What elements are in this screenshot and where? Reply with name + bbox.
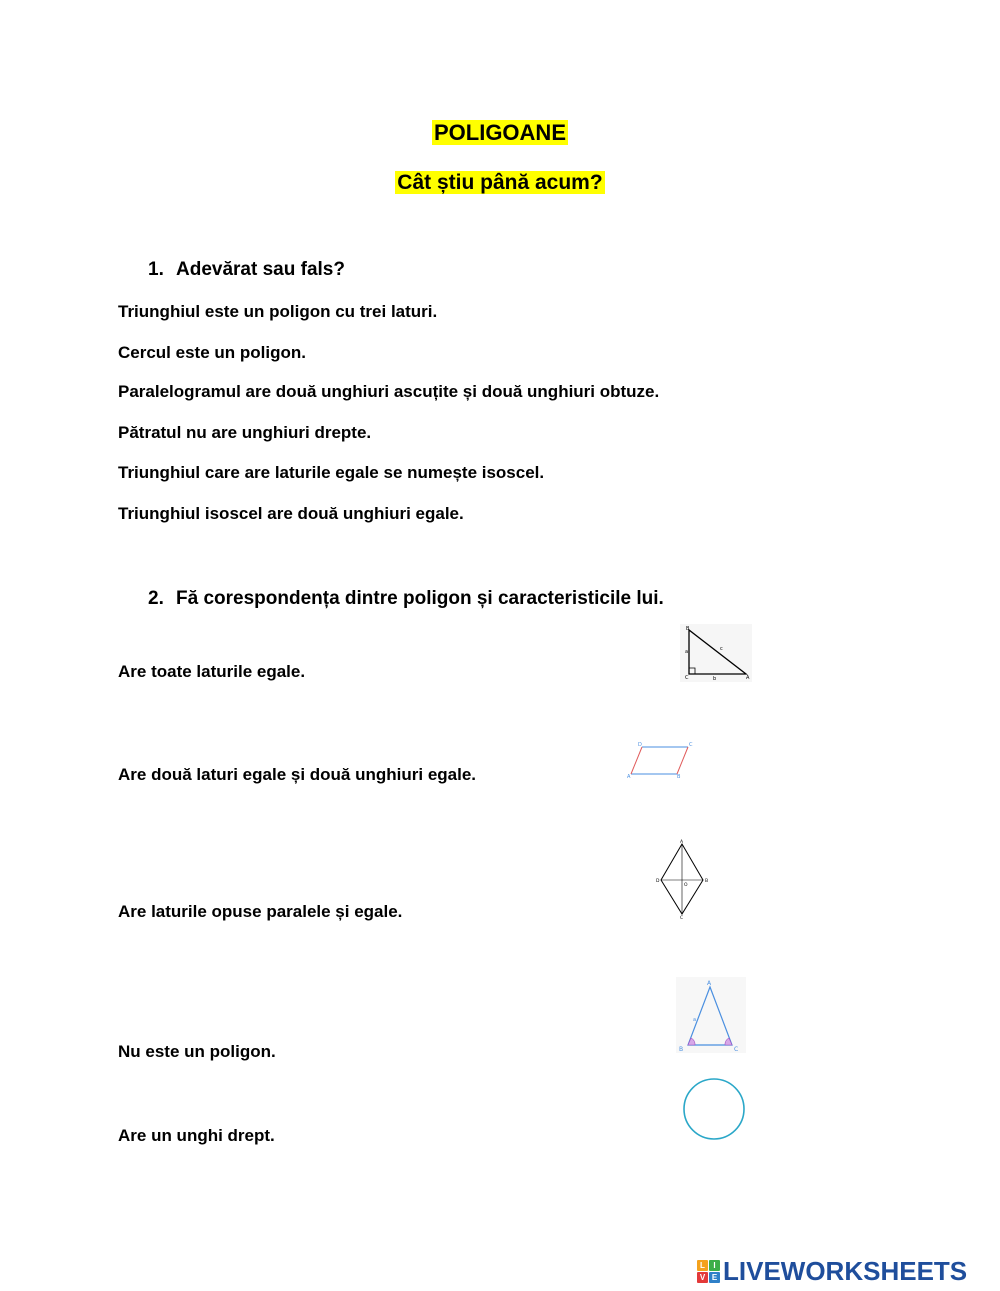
section1-number: 1. xyxy=(148,259,164,280)
label-B: B xyxy=(677,774,681,779)
label-c: c xyxy=(720,646,723,652)
label-a: a xyxy=(685,649,689,655)
section2-heading xyxy=(148,588,664,610)
label-A: A xyxy=(680,840,684,845)
label-A: A xyxy=(746,675,750,681)
section1-heading-text: Adevărat sau fals? xyxy=(176,259,345,280)
circle-icon[interactable] xyxy=(681,1076,747,1142)
right-triangle-icon[interactable] xyxy=(680,624,752,682)
label-C: C xyxy=(680,916,684,920)
parallelogram-icon[interactable] xyxy=(626,741,696,779)
characteristic-5[interactable]: Are un unghi drept. xyxy=(118,1126,275,1145)
characteristic-2[interactable]: Are două laturi egale și două unghiuri egale. xyxy=(118,765,477,784)
isosceles-triangle-icon[interactable] xyxy=(676,977,746,1053)
label-b: b xyxy=(713,676,717,682)
statement-3[interactable]: Paralelogramul are două unghiuri ascuțite și două unghiuri obtuze. xyxy=(118,382,660,401)
characteristic-3[interactable]: Are laturile opuse paralele și egale. xyxy=(118,902,403,921)
label-C: C xyxy=(685,675,689,681)
section2-heading-text: Fă corespondența dintre poligon și caracteristicile lui. xyxy=(176,588,664,609)
label-C: C xyxy=(689,742,693,748)
logo-block-l: L xyxy=(697,1260,708,1271)
label-D: D xyxy=(656,879,660,884)
page-title xyxy=(0,120,1000,146)
title-text: POLIGOANE xyxy=(433,120,566,145)
statement-1[interactable]: Triunghiul este un poligon cu trei laturi. xyxy=(118,302,438,321)
statement-2[interactable]: Cercul este un poligon. xyxy=(118,343,306,362)
statement-6[interactable]: Triunghiul isoscel are două unghiuri egale. xyxy=(118,504,464,523)
logo-block-e: E xyxy=(709,1272,720,1283)
label-B: B xyxy=(705,879,709,884)
statement-4[interactable]: Pătratul nu are unghiuri drepte. xyxy=(118,423,372,442)
statement-5[interactable]: Triunghiul care are laturile egale se numește isoscel. xyxy=(118,463,545,482)
section2-number: 2. xyxy=(148,588,164,609)
rhombus-icon[interactable] xyxy=(655,838,711,920)
logo-block-i: I xyxy=(709,1260,720,1271)
subtitle-text: Cât știu până acum? xyxy=(397,171,603,194)
characteristic-1[interactable]: Are toate laturile egale. xyxy=(118,662,306,681)
liveworksheets-logo xyxy=(697,1257,967,1285)
label-C: C xyxy=(734,1046,739,1053)
label-B: B xyxy=(679,1046,684,1053)
label-a: a xyxy=(693,1017,697,1023)
logo-text: LIVEWORKSHEETS xyxy=(723,1255,968,1286)
live-blocks-icon xyxy=(697,1260,720,1283)
label-B: B xyxy=(686,626,690,632)
logo-block-v: V xyxy=(697,1272,708,1283)
page-subtitle xyxy=(0,171,1000,195)
label-A: A xyxy=(707,980,712,987)
label-O: O xyxy=(684,883,688,888)
label-D: D xyxy=(638,742,642,748)
characteristic-4[interactable]: Nu este un poligon. xyxy=(118,1042,276,1061)
section1-heading xyxy=(148,259,345,281)
label-A: A xyxy=(627,774,631,779)
